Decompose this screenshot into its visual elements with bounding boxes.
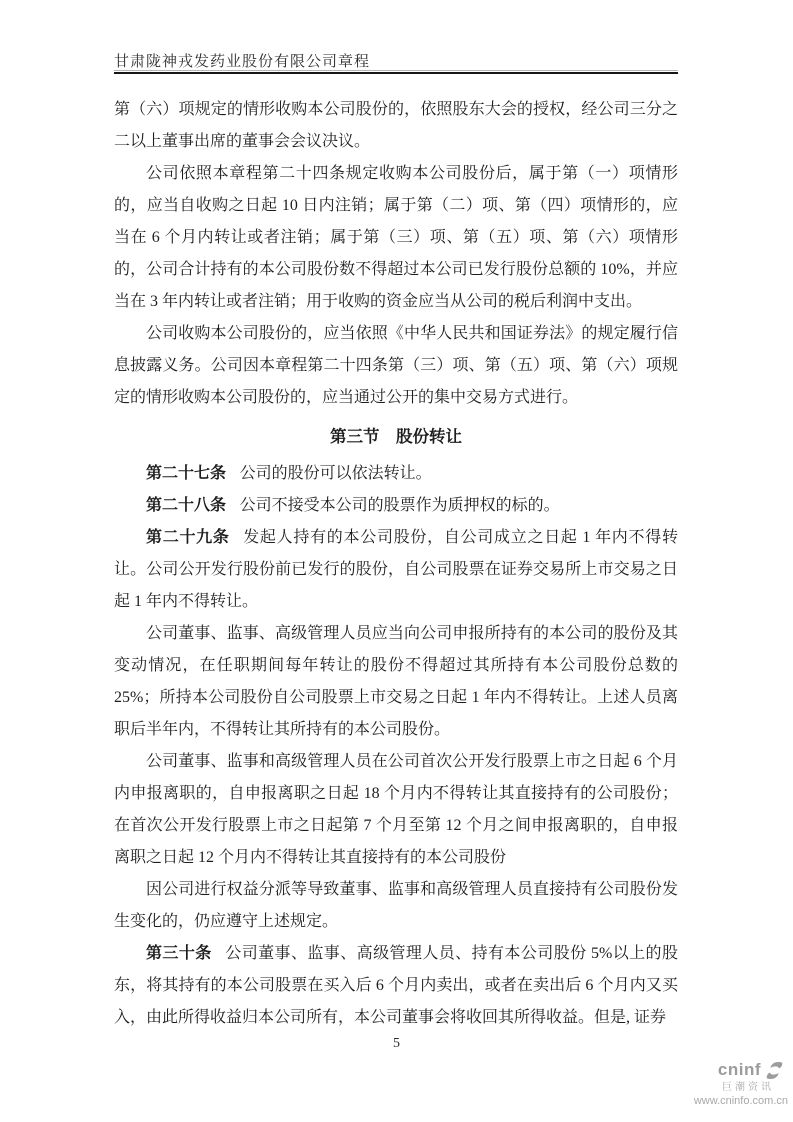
article-number: 第二十八条 — [146, 497, 227, 514]
article-number: 第二十九条 — [146, 529, 230, 546]
paragraph-text: 公司董事、监事和高级管理人员在公司首次公开发行股票上市之日起 6 个月内申报离职的，自申报离职之日起 18 个月内不得转让其直接持有的公司股份；在首次公开发行股票上市之日起第 7 个月至第 12 个月之间申报离职的，自申报离职之日起 12 个月内不得转让其直接持有的本公司股份 — [114, 753, 678, 866]
document-body — [114, 94, 678, 1034]
paragraph — [114, 490, 678, 522]
paragraph-text: 公司不接受本公司的股票作为质押权的标的。 — [239, 497, 560, 514]
page-number: 5 — [393, 1036, 400, 1051]
paragraph — [114, 746, 678, 874]
paragraph-text: 第（六）项规定的情形收购本公司股份的，依照股东大会的授权，经公司三分之二以上董事出席的董事会会议决议。 — [114, 101, 678, 150]
article-number: 第二十七条 — [146, 465, 227, 482]
paragraph — [114, 874, 678, 938]
paragraph-text: 公司依照本章程第二十四条规定收购本公司股份后，属于第（一）项情形的，应当自收购之日起 10 日内注销；属于第（二）项、第（四）项情形的，应当在 6 个月内转让或者注销；属于第（三）项、第（五）项、第（六）项情形的，公司合计持有的本公司股份数不得超过本公司已发行股份总额的 10%，并应当在 3 年内转让或者注销；用于收购的资金应当从公司的税后利润中支出。 — [114, 165, 678, 310]
cninfo-chinese-name: 巨潮资讯 — [722, 1082, 774, 1093]
paragraph-text: 发起人持有的本公司股份，自公司成立之日起 1 年内不得转让。公司公开发行股份前已发行的股份，自公司股票在证券交易所上市交易之日起 1 年内不得转让。 — [114, 529, 678, 610]
paragraph — [114, 158, 678, 318]
paragraph-text: 公司董事、监事、高级管理人员、持有本公司股份 5%以上的股东，将其持有的本公司股票在买入后 6 个月内卖出，或者在卖出后 6 个月内又买入，由此所得收益归本公司所有，本公司董事会将收回其所得收益。但是, 证券 — [114, 945, 678, 1026]
page-header-title: 甘肃陇神戎发药业股份有限公司章程 — [114, 54, 371, 70]
cninfo-logo-text: cninf — [717, 1060, 761, 1080]
paragraph-text: 公司的股份可以依法转让。 — [239, 465, 432, 482]
section-heading: 第三节 股份转让 — [330, 427, 462, 446]
paragraph — [114, 458, 678, 490]
paragraph-text: 公司收购本公司股份的，应当依照《中华人民共和国证券法》的规定履行信息披露义务。公司因本章程第二十四条第（三）项、第（五）项、第（六）项规定的情形收购本公司股份的，应当通过公开的集中交易方式进行。 — [114, 325, 678, 406]
swirl-icon — [763, 1060, 786, 1081]
paragraph — [114, 618, 678, 746]
cninfo-logo — [718, 1060, 786, 1081]
paragraph — [114, 938, 678, 1034]
paragraph-text: 公司董事、监事、高级管理人员应当向公司申报所持有的本公司的股份及其变动情况，在任职期间每年转让的股份不得超过其所持有本公司股份总数的 25%；所持本公司股份自公司股票上市交易之日起 1 年内不得转让。上述人员离职后半年内，不得转让其所持有的本公司股份。 — [114, 625, 678, 738]
paragraph — [114, 318, 678, 414]
paragraph — [114, 522, 678, 618]
cninfo-url: www.cninfo.com.cn — [693, 1095, 788, 1107]
paragraph-text: 因公司进行权益分派等导致董事、监事和高级管理人员直接持有公司股份发生变化的，仍应遵守上述规定。 — [114, 881, 678, 930]
article-number: 第三十条 — [146, 945, 212, 962]
cninfo-watermark — [694, 1060, 788, 1107]
paragraph — [114, 94, 678, 158]
header-divider-rule — [114, 70, 678, 74]
